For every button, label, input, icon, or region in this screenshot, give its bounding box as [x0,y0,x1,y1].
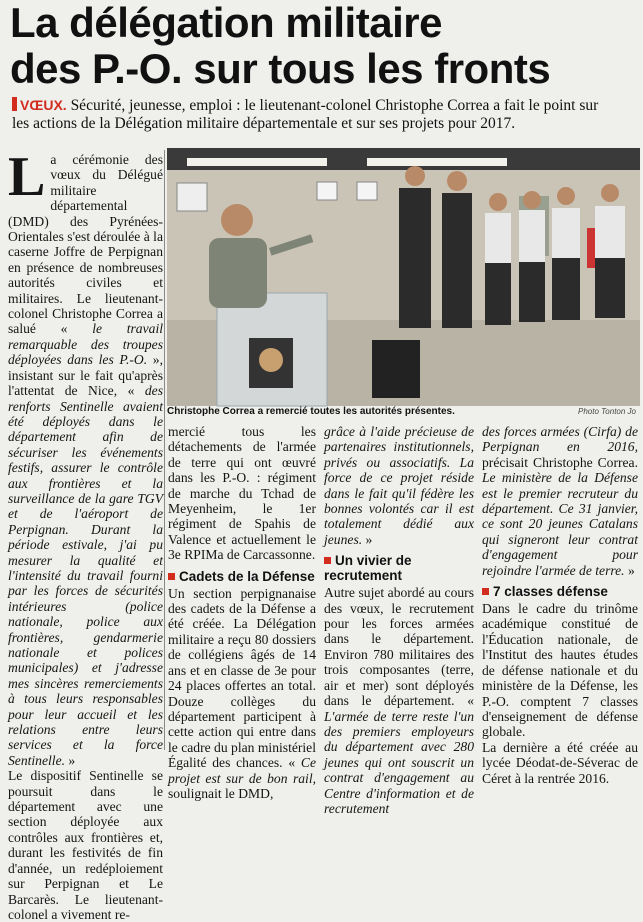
quote-run: des forces armées (Cirfa) de Perpignan en 2016, [482,424,638,455]
text-run: précisait Christophe Correa. [482,454,638,470]
photo-caption [167,406,640,420]
lede-kicker: VŒUX. [20,97,67,113]
paragraph: La dernière a été créée au lycée Déodat-de-Séverac de Céret à la rentrée 2016. [482,739,638,786]
paragraph [324,585,474,816]
text-run: Autre sujet abordé au cours des vœux, le recrutement pour les forces armées dans le département. Environ 780 militaires des trois composantes (terre, air et mer) sont déployés dans le département. « [324,585,474,709]
text-run: » [65,752,76,768]
article-column-4 [482,424,638,786]
square-bullet-icon [324,557,331,564]
subheading-text: Un vivier de recrutement [324,553,412,584]
quote-run: le travail remarquable des troupes déployées dans les P.-O. [8,321,163,368]
paragraph [324,424,474,547]
lede-text: Sécurité, jeunesse, emploi : le lieutenant-colonel Christophe Correa a fait le point sur les actions de la Délégation militaire départementale et sur ses projets pour 2017. [12,97,599,132]
quote-run: Le ministère de la Défense est le premier recruteur du département. Ce 31 janvier, ce sont 20 jeunes Catalans qui signeront leur contrat d'engagement pour rejoindre l'armée de terre. [482,470,638,578]
text-run: a cérémonie des vœux du Délégué militaire départemental (DMD) des Pyrénées-Orientales s'est déroulée à la caserne Joffre de Perpignan en présence de nombreuses autorités civiles et militaires. Le lieutenant-colonel Christophe Correa a salué « [8,152,163,337]
kicker-bar [12,97,17,111]
quote-run: des renforts Sentinelle avaient été déployés dans le département afin de sécuriser les événements festifs, assurer le contrôle aux frontières et la surveillance de la gare TGV et de l'aéroport de Perpignan. Durant la période estivale, j'ai pu mesurer la qualité et l'intensité du travail fourni par les forces de sécurités intérieures (police nationale, police aux frontières, gendarmerie nationale et polices municipales) et j'adresse mes sincères remerciements à tous leurs responsables pour leur accueil et les relations entre leurs services et la force Sentinelle. [8,383,163,768]
drop-cap: L [8,146,46,208]
article-column-1 [8,146,164,922]
lede [12,96,612,133]
paragraph [8,146,164,768]
square-bullet-icon [168,573,175,580]
paragraph: Dans le cadre du trinôme académique constitué de l'Éducation nationale, de l'Institut des hautes études de défense nationale et du ministère de la Défense, les P.-O. comptent 7 classes d'enseignement de défense globale. [482,601,638,740]
article-column-3 [324,424,474,816]
paragraph: Le dispositif Sentinelle se poursuit dans le département avec une section déployée aux contrôles aux frontières et, durant les festivités de fin d'année, un redéploiement sur Perpignan et Le Barcarès. Le lieutenant-colonel a vivement re- [8,768,163,922]
headline-line-1: La délégation militaire [10,0,442,46]
subheading-recrutement [324,553,474,583]
subheading-classes [482,584,638,599]
subheading-text: 7 classes défense [493,584,608,600]
subheading-cadets [168,569,316,584]
text-run: Un section perpignanaise des cadets de la Défense a été créée. La Délégation militaire a reçu 80 dossiers de collégiens âgés de 14 ans et en classe de 3e pour 24 places offertes an total. Douze collèges du département participent à cette action qui entre dans le cadre du plan ministériel Égalité des chances. « [168,585,316,771]
subheading-text: Cadets de la Défense [179,568,315,584]
paragraph: mercié tous les détachements de l'armée de terre qui ont œuvré dans les P.-O. : régiment de marche du Tchad de Meyenheim, le 1er régiment de Spahis de Valence et actuellement le 3e RPIMa de Carcassonne. [168,424,316,563]
text-run: » [362,531,373,547]
photo-illustration [167,148,640,406]
caption-text: Christophe Correa a remercié toutes les autorités présentes. [167,406,455,417]
text-run: » [624,562,635,578]
paragraph [482,424,638,578]
square-bullet-icon [482,588,489,595]
photo-credit: Photo Tonton Jo [578,407,636,416]
text-run: soulignait le DMD, [168,785,274,801]
article-column-2 [168,424,316,801]
headline [10,0,640,92]
paragraph [168,586,316,802]
headline-line-2: des P.-O. sur tous les fronts [10,45,551,92]
quote-run: Ce projet est sur de bon rail, [168,755,316,786]
article-photo [167,148,640,406]
quote-run: grâce à l'aide précieuse de partenaires institutionnels, privés ou associatifs. La force de ce projet réside dans le fait qu'il fédère les bonnes volontés car il est totalement dédié aux jeunes. [324,424,474,547]
quote-run: L'armée de terre reste l'un des premiers employeurs du département avec 280 jeunes qui ont souscrit un contrat d'engagement au Centre d'information et de recrutement [324,708,474,816]
column-divider [164,150,165,750]
text-run: », insistant sur le fait qu'après l'attentat de Nice, « [8,352,164,399]
